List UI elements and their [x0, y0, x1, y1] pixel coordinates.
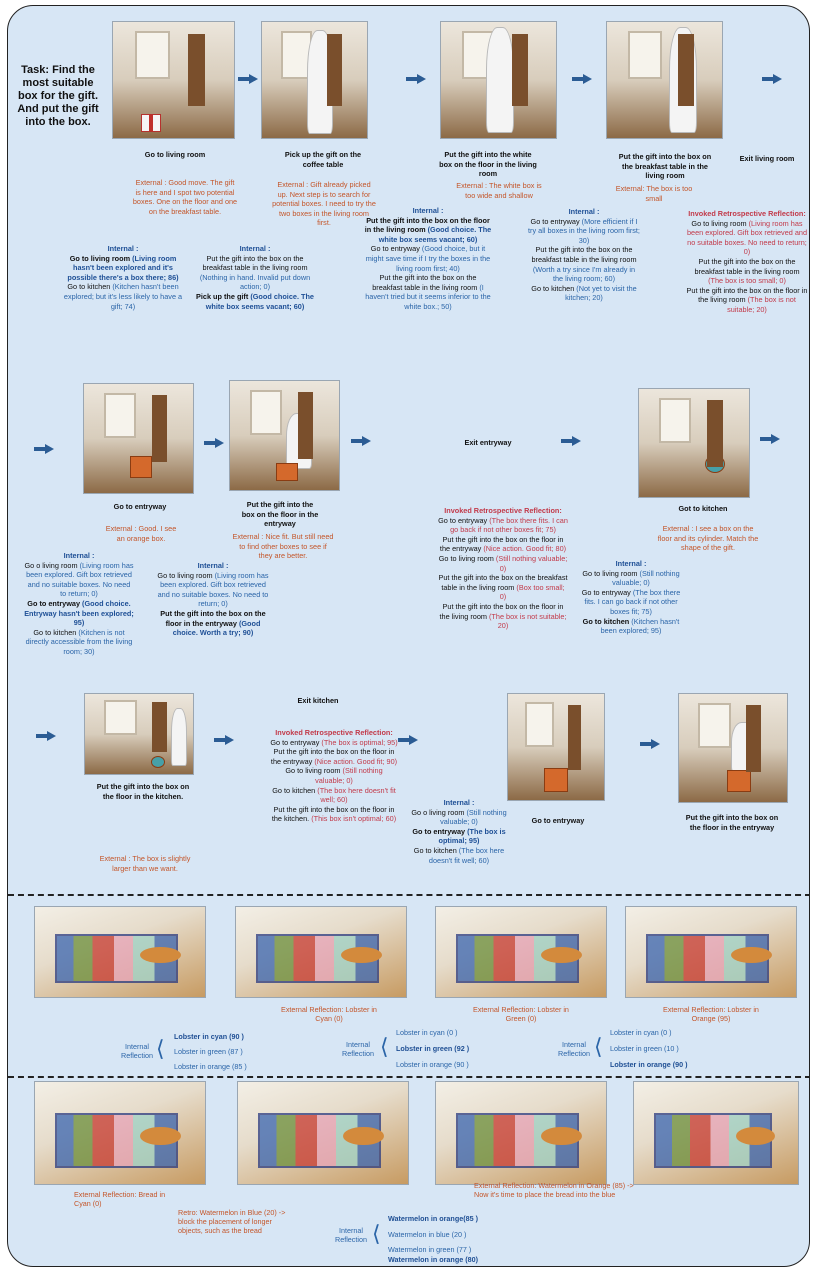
task-text: Task: Find the most suitable box for the gift. And put the gift into the box.	[17, 64, 99, 128]
brace-icon: ⟨	[594, 1034, 603, 1059]
robot-icon	[307, 30, 333, 134]
external-reflection: External : Good. I see an orange box.	[105, 524, 177, 543]
external-reflection: External : Good move. The gift is here and I spot two potential boxes. One on the floor and one on the breakfast table.	[132, 178, 238, 216]
tabletop-image	[633, 1081, 799, 1185]
orange-box-icon	[727, 770, 751, 792]
robot-icon	[731, 722, 757, 772]
scene-image-entryway	[83, 383, 194, 494]
arrow-icon	[204, 438, 224, 448]
retrospective-reflection: Retro: Watermelon in Blue (20) -> block the placement of longer objects, such as the bread	[178, 1208, 286, 1235]
kitchen-box-icon	[705, 455, 725, 473]
external-reflection: External : Nice fit. But still need to find other boxes to see if they are better.	[232, 532, 334, 561]
kitchen-box-icon	[151, 756, 165, 768]
internal-reflection-label: Internal Reflection	[335, 1226, 367, 1244]
external-reflection: External Reflection: Lobster in Orange (95)	[663, 1005, 759, 1023]
external-reflection: External Reflection: Bread in Cyan (0)	[74, 1190, 166, 1208]
retrospective-reflection: Invoked Retrospective Reflection: Go to entryway (The box there fits. I can go back if not other boxes fit; 75) Put the gift into the box on the floor in the entryway (Nice action. Good fit; 80) Go to living room (Still nothing valuable; 0) Put the gift into the box on the breakfast table in the living room (Box too small; 0) Put the gift into the box on the floor in the living room (The box is not suitable; 20)	[438, 506, 568, 631]
tabletop-image	[235, 906, 407, 998]
internal-reflection: Internal : Go o living room (Still nothing valuable; 0) Go to entryway (The box is optimal; 95) Go to kitchen (The box here doesn't fit well; 60)	[411, 798, 507, 865]
scene-image-breakfast-table	[606, 21, 723, 139]
arrow-icon	[640, 739, 660, 749]
arrow-icon	[214, 735, 234, 745]
tabletop-image	[34, 1081, 206, 1185]
tabletop-image	[435, 1081, 607, 1185]
scene-image-kitchen-box	[84, 693, 194, 775]
option-text: Lobster in cyan (0 )	[610, 1028, 672, 1037]
external-reflection: External Reflection: Lobster in Green (0)	[473, 1005, 569, 1023]
internal-reflection: Internal : Go to living room (Still nothing valuable; 0) Go to entryway (The box there fits. I can go back if not other boxes fit; 75) Go to kitchen (Kitchen hasn't been explored; 95)	[581, 559, 681, 636]
option-text: Lobster in green (10 )	[610, 1044, 679, 1053]
external-reflection: External : The box is slightly larger than we want.	[99, 854, 191, 873]
internal-reflection: Internal : Put the gift into the box on the floor in the living room (Good choice. The white box seems vacant; 60) Go to entryway (Good choice, but it might save time if I try the boxes in the living room first; 40) Put the gift into the box on the breakfast table in the living room (I haven't tried but it seems inferior to the white box.; 50)	[364, 206, 492, 311]
internal-reflection: Internal : Go o living room (Living room has been explored. Gift box retrieved and no suitable boxes. No need to return; 0) Go to entryway (Good choice. Entryway hasn't been explored; 95) Go to kitchen (Kitchen is not directly accessible from the living room; 30)	[24, 551, 134, 656]
external-reflection: External: The box is too small	[615, 184, 693, 203]
arrow-icon	[36, 731, 56, 741]
arrow-icon	[238, 74, 258, 84]
retrospective-reflection: Invoked Retrospective Reflection: Go to living room (Living room has been explored. Gift box retrieved and no suitable boxes. No need to return; 0) Put the gift into the box on the breakfast table in the living room (The box is too small; 0) Put the gift into the box on the floor in the living room (The box is not suitable; 20)	[686, 209, 808, 314]
orange-box-icon	[276, 463, 298, 481]
option-text: Watermelon in blue (20 )	[388, 1230, 467, 1239]
option-text: Watermelon in orange(85 )	[388, 1214, 478, 1223]
option-text: Lobster in orange (85 )	[174, 1062, 247, 1071]
internal-reflection-label: Internal Reflection	[121, 1042, 153, 1060]
external-reflection: External : The white box is too wide and shallow	[456, 181, 542, 200]
internal-reflection: Internal : Go to living room (Living room has been explored. Gift box retrieved and no suitable boxes. No need to return; 0) Put the gift into the box on the floor in the entryway (Good choice. Worth a try; 90)	[157, 561, 269, 638]
robot-icon	[171, 708, 187, 766]
orange-box-icon	[544, 768, 568, 792]
step-action-label: Go to entryway	[113, 502, 167, 511]
section-divider	[8, 1076, 810, 1078]
brace-icon: ⟨	[372, 1221, 381, 1246]
option-text: Watermelon in orange (80)	[388, 1255, 478, 1264]
scene-image-living-room	[112, 21, 235, 139]
option-text: Lobster in green (92 )	[396, 1044, 470, 1053]
arrow-icon	[351, 436, 371, 446]
external-reflection: External : Gift already picked up. Next step is to search for potential boxes. I need to try the two boxes in the living room first.	[272, 180, 376, 228]
step-action-label: Pick up the gift on the coffee table	[284, 150, 362, 169]
arrow-icon	[406, 74, 426, 84]
section-divider	[8, 894, 810, 896]
scene-image-final-box	[678, 693, 788, 803]
tabletop-image	[625, 906, 797, 998]
internal-reflection-label: Internal Reflection	[342, 1040, 374, 1058]
figure-frame	[7, 5, 810, 1267]
scene-image-back-entryway	[507, 693, 605, 801]
tabletop-image	[435, 906, 607, 998]
external-reflection: External Reflection: Lobster in Cyan (0)	[281, 1005, 377, 1023]
step-action-label: Go to entryway	[531, 816, 585, 825]
orange-box-icon	[130, 456, 152, 478]
option-text: Lobster in orange (90 )	[396, 1060, 469, 1069]
internal-reflection: Internal : Put the gift into the box on the breakfast table in the living room (Nothing in hand. Invalid put down action; 0) Pick up the gift (Good choice. The white box seems vacant; 60)	[196, 244, 314, 311]
internal-reflection: Internal : Go to living room (Living room hasn't been explored and it's possible there's a box there; 86) Go to kitchen (Kitchen hasn't been explored; but it's less likely to have a gift; 74)	[63, 244, 183, 311]
option-text: Lobster in orange (90 )	[610, 1060, 688, 1069]
step-action-label: Exit living room	[739, 154, 795, 163]
step-action-label: Exit entryway	[464, 438, 512, 447]
option-text: Watermelon in green (77 )	[388, 1245, 472, 1254]
external-reflection: External Reflection: Watermelon in Orange (85) -> Now it's time to place the bread into the blue	[474, 1181, 634, 1199]
retrospective-reflection: Invoked Retrospective Reflection: Go to entryway (The box is optimal; 95) Put the gift into the box on the floor in the entryway (Nice action. Good fit; 90) Go to living room (Still nothing valuable; 0) Go to kitchen (The box here doesn't fit well; 60) Put the gift into the box on the floor in the kitchen. (This box isn't optimal; 60)	[270, 728, 398, 824]
step-action-label: Put the gift into the box on the floor in the kitchen.	[96, 782, 190, 801]
option-text: Lobster in cyan (0 )	[396, 1028, 458, 1037]
external-reflection: External : I see a box on the floor and its cylinder. Match the shape of the gift.	[657, 524, 759, 553]
tabletop-image	[237, 1081, 409, 1185]
step-action-label: Put the gift into the white box on the floor in the living room	[439, 150, 537, 179]
arrow-icon	[760, 434, 780, 444]
step-action-label: Exit kitchen	[297, 696, 339, 705]
tabletop-image	[34, 906, 206, 998]
arrow-icon	[561, 436, 581, 446]
gift-icon	[141, 114, 161, 132]
brace-icon: ⟨	[380, 1034, 389, 1059]
scene-image-white-box	[440, 21, 557, 139]
step-action-label: Got to kitchen	[678, 504, 728, 513]
option-text: Lobster in cyan (90 )	[174, 1032, 244, 1041]
internal-reflection: Internal : Go to entryway (More efficient if I try all boxes in the living room first; 30) Put the gift into the box on the breakfast table in the living room (Worth a try since I'm already in the living room; 60) Go to kitchen (Not yet to visit the kitchen; 20)	[528, 207, 640, 303]
scene-image-entryway-box	[229, 380, 340, 491]
arrow-icon	[34, 444, 54, 454]
option-text: Lobster in green (87 )	[174, 1047, 243, 1056]
step-action-label: Put the gift into the box on the breakfast table in the living room	[618, 152, 712, 181]
step-action-label: Go to living room	[144, 150, 206, 159]
robot-icon	[669, 27, 697, 133]
brace-icon: ⟨	[156, 1036, 165, 1061]
robot-icon	[486, 27, 514, 133]
robot-icon	[286, 413, 312, 469]
arrow-icon	[398, 735, 418, 745]
scene-image-pick-gift	[261, 21, 368, 139]
step-action-label: Put the gift into the box on the floor in the entryway	[241, 500, 319, 529]
arrow-icon	[572, 74, 592, 84]
internal-reflection-label: Internal Reflection	[558, 1040, 590, 1058]
step-action-label: Put the gift into the box on the floor in the entryway	[685, 813, 779, 832]
arrow-icon	[762, 74, 782, 84]
scene-image-kitchen	[638, 388, 750, 498]
